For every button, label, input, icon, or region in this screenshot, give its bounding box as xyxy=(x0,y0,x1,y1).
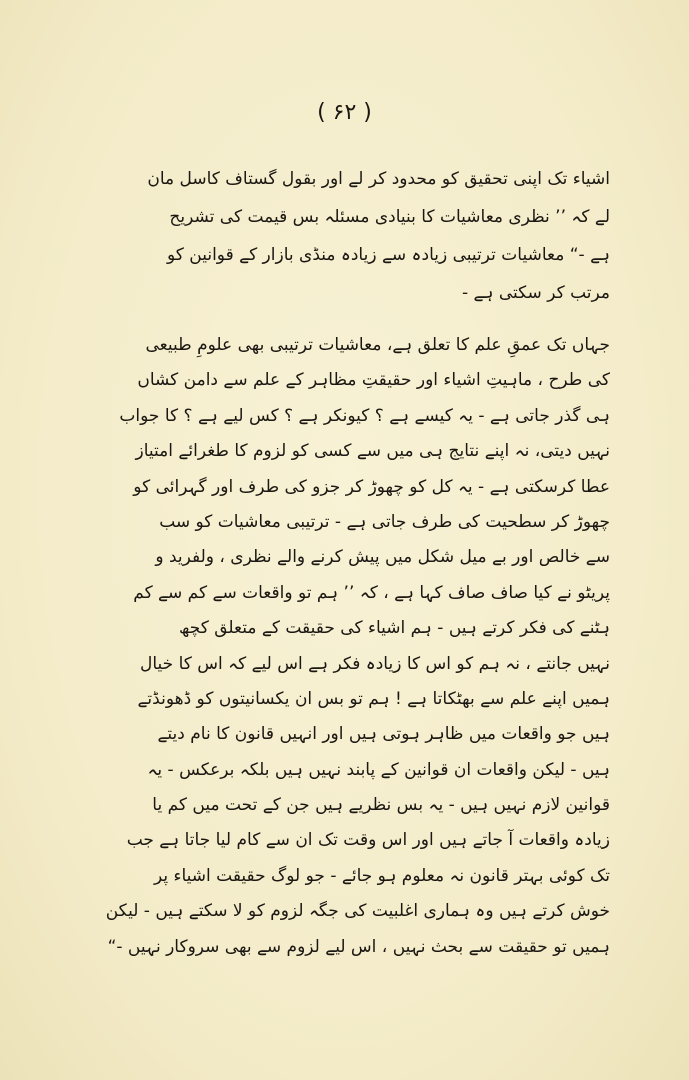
text-line: ہمیں تو حقیقت سے بحث نہیں ، اس لیے لزوم سے بھی سروکار نہیں -“ xyxy=(107,936,610,957)
text-line: خوش کرتے ہیں وہ ہماری اغلبیت کی جگہ لزوم کو لا سکتے ہیں - لیکن xyxy=(105,901,610,922)
text-line: ہٹنے کی فکر کرتے ہیں - ہم اشیاء کی حقیقت کے متعلق کچھ xyxy=(179,618,610,639)
text-line: قوانین لازم نہیں ہیں - یہ بس نظریے ہیں جن کے تحت میں کم یا xyxy=(152,795,610,816)
text-line: زیادہ واقعات آ جاتے ہیں اور اس وقت تک ان سے کام لیا جاتا ہے جب xyxy=(126,830,610,851)
text-line: تک کوئی بہتر قانون نہ معلوم ہو جائے - جو لوگ حقیقت اشیاء پر xyxy=(153,865,610,886)
paragraph-2 xyxy=(95,328,610,965)
text-line: مرتب کر سکتی ہے - xyxy=(462,283,610,303)
page-number: ( ۶۲ ) xyxy=(317,100,372,125)
paragraph-1 xyxy=(95,160,610,312)
text-line: عطا کرسکتی ہے - یہ کل کو چھوڑ کر جزو کی طرف اور گہرائی کو xyxy=(133,476,610,497)
text-line: نہیں جانتے ، نہ ہم کو اس کا زیادہ فکر ہے اس لیے کہ اس کا خیال xyxy=(140,653,610,674)
text-line: جہاں تک عمقِ علم کا تعلق ہے، معاشیات ترتیبی بھی علومِ طبیعی xyxy=(145,335,610,355)
text-line: لے کہ ’’ نظری معاشیات کا بنیادی مسئلہ بس قیمت کی تشریح xyxy=(169,207,610,227)
text-line: ہے -“ معاشیات ترتیبی زیادہ سے زیادہ منڈی بازار کے قوانین کو xyxy=(166,245,610,265)
text-line: چھوڑ کر سطحیت کی طرف جاتی ہے - ترتیبی معاشیات کو سب xyxy=(159,511,610,532)
text-line: اشیاء تک اپنی تحقیق کو محدود کر لے اور بقول گستاف کاسل مان xyxy=(147,169,610,189)
text-line: ہمیں اپنے علم سے بھٹکاتا ہے ! ہم تو بس ان یکسانیتوں کو ڈھونڈتے xyxy=(137,688,610,709)
text-line: سے خالص اور بے میل شکل میں پیش کرنے والے نظری ، ولفرید و xyxy=(155,547,610,568)
text-line: ہیں - لیکن واقعات ان قوانین کے پابند نہیں ہیں بلکہ برعکس - یہ xyxy=(147,759,610,780)
text-line: ہی گذر جاتی ہے - یہ کیسے ہے ؟ کیونکر ہے ؟ کس لیے ہے ؟ کا جواب xyxy=(119,405,610,426)
text-line: پریٹو نے کیا صاف صاف کہا ہے ، کہ ’’ ہم تو واقعات سے کم سے کم xyxy=(133,582,610,603)
text-line: ہیں جو واقعات میں ظاہر ہوتی ہیں اور انہیں قانون کا نام دیتے xyxy=(157,724,610,745)
text-line: کی طرح ، ماہیتِ اشیاء اور حقیقتِ مظاہر کے علم سے دامن کشاں xyxy=(137,370,610,391)
text-line: نہیں دیتی، نہ اپنے نتایج ہی میں سے کسی کو لزوم کا طغرائے امتیاز xyxy=(135,441,610,462)
